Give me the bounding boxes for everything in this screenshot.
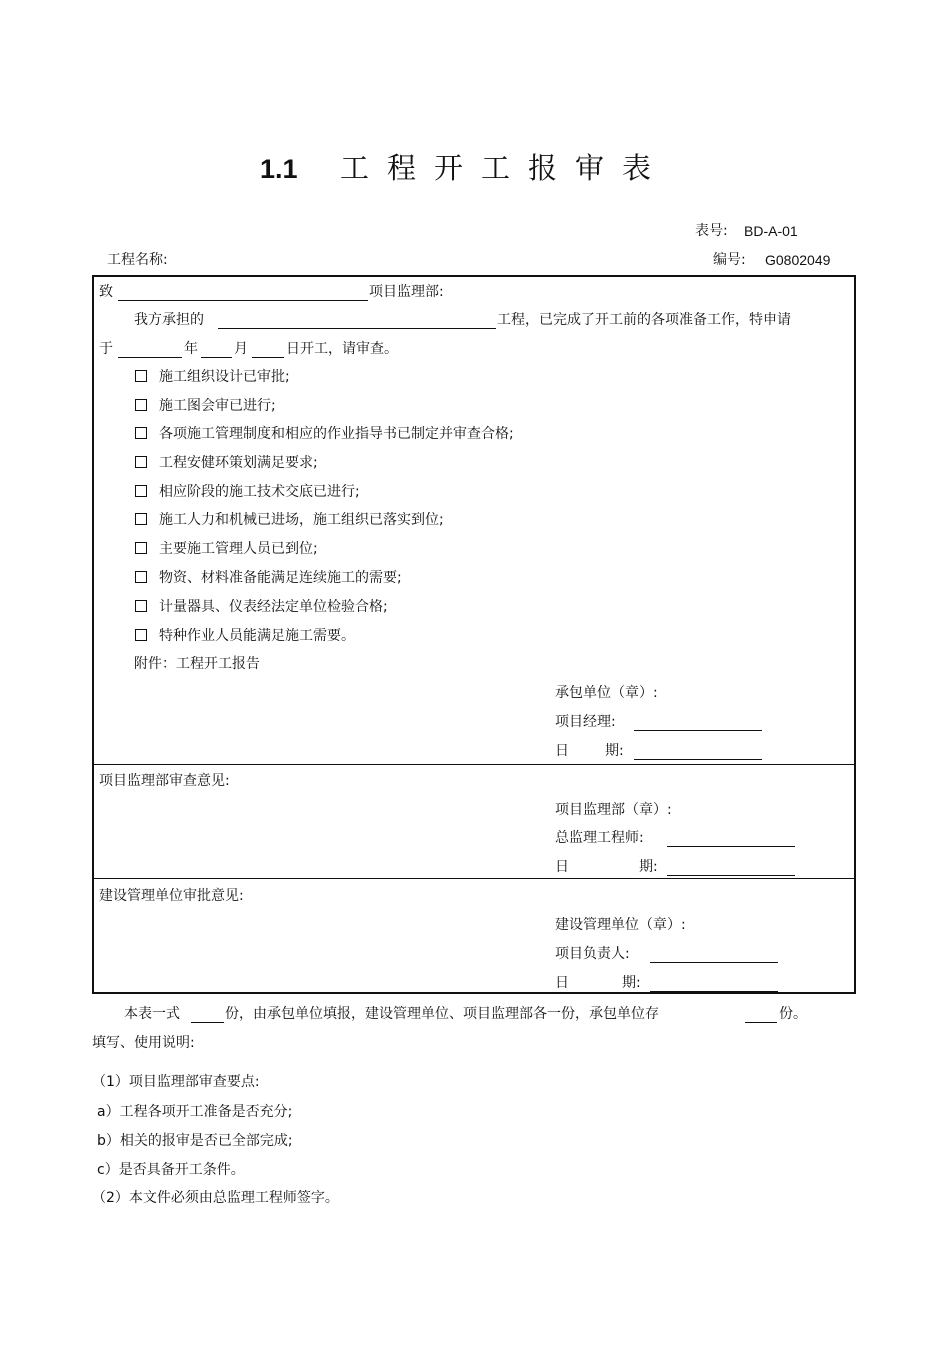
owner-date-field[interactable] <box>650 979 778 992</box>
date-label-b: 期: <box>639 859 658 875</box>
copies-field[interactable] <box>191 1010 224 1023</box>
project-field[interactable] <box>218 316 496 329</box>
title-number: 1.1 <box>260 154 298 184</box>
note-1: （1）项目监理部审查要点: <box>92 1074 260 1090</box>
supervision-seal-label: 项目监理部（章）: <box>555 802 672 818</box>
year-field[interactable] <box>118 345 182 358</box>
date-label-a: 日 <box>555 743 569 759</box>
checkbox-icon[interactable] <box>135 513 147 525</box>
to-suffix: 项目监理部: <box>369 284 444 300</box>
date-label-a: 日 <box>555 975 569 991</box>
serial-label: 编号: <box>713 252 746 268</box>
supervision-review-heading: 项目监理部审查意见: <box>99 773 230 789</box>
checkbox-icon[interactable] <box>135 600 147 612</box>
chief-engineer-field[interactable] <box>667 834 795 847</box>
line2-suffix: 工程，已完成了开工前的各项准备工作，特申请 <box>497 312 791 328</box>
checkbox-icon[interactable] <box>135 542 147 554</box>
attachment-label: 附件：工程开工报告 <box>134 656 260 672</box>
contractor-seal-label: 承包单位（章）: <box>555 685 658 701</box>
checkbox-icon[interactable] <box>135 485 147 497</box>
date-label-b: 期: <box>605 743 624 759</box>
page-title: 工程开工报审表 <box>340 151 670 185</box>
note-2: （2）本文件必须由总监理工程师签字。 <box>92 1190 339 1206</box>
line3-prefix: 于 <box>99 341 113 357</box>
person-in-charge-label: 项目负责人: <box>555 946 630 962</box>
note-c: c）是否具备开工条件。 <box>97 1162 245 1178</box>
supervision-dept-field[interactable] <box>118 288 368 301</box>
line2-prefix: 我方承担的 <box>134 312 204 328</box>
project-name-label: 工程名称: <box>107 252 168 268</box>
project-manager-field[interactable] <box>634 718 762 731</box>
checkbox-icon[interactable] <box>135 571 147 583</box>
year-label: 年 <box>184 341 198 357</box>
checklist-item[interactable]: 施工组织设计已审批; <box>135 370 290 384</box>
form-no-label: 表号: <box>695 223 728 239</box>
checklist-item[interactable]: 特种作业人员能满足施工需要。 <box>135 629 355 643</box>
month-field[interactable] <box>201 345 232 358</box>
month-label: 月 <box>234 341 248 357</box>
person-in-charge-field[interactable] <box>650 950 778 963</box>
checklist-item[interactable]: 相应阶段的施工技术交底已进行; <box>135 485 360 499</box>
checklist-item[interactable]: 工程安健环策划满足要求; <box>135 456 318 470</box>
section-divider-2 <box>92 878 856 879</box>
checkbox-icon[interactable] <box>135 456 147 468</box>
day-field[interactable] <box>252 345 284 358</box>
copies-mid: 份，由承包单位填报，建设管理单位、项目监理部各一份，承包单位存 <box>225 1006 659 1022</box>
form-no-value: BD-A-01 <box>744 223 798 239</box>
checklist-item[interactable]: 施工图会审已进行; <box>135 399 276 413</box>
project-manager-label: 项目经理: <box>555 714 616 730</box>
owner-seal-label: 建设管理单位（章）: <box>555 917 686 933</box>
owner-approval-heading: 建设管理单位审批意见: <box>99 888 244 904</box>
checklist-item[interactable]: 各项施工管理制度和相应的作业指导书已制定并审查合格; <box>135 427 514 441</box>
supervision-date-field[interactable] <box>667 863 795 876</box>
checklist-item[interactable]: 物资、材料准备能满足连续施工的需要; <box>135 571 402 585</box>
section-divider-1 <box>92 764 856 765</box>
checklist-item[interactable]: 主要施工管理人员已到位; <box>135 542 318 556</box>
checkbox-icon[interactable] <box>135 629 147 641</box>
copies-suffix: 份。 <box>779 1006 807 1022</box>
contractor-date-field[interactable] <box>634 747 762 760</box>
serial-value: G0802049 <box>765 252 831 268</box>
day-suffix: 日开工，请审查。 <box>286 341 398 357</box>
checkbox-icon[interactable] <box>135 399 147 411</box>
instructions-title: 填写、使用说明: <box>92 1035 195 1051</box>
note-a: a）工程各项开工准备是否充分; <box>97 1104 293 1120</box>
copies-kept-field[interactable] <box>745 1010 777 1023</box>
checklist-item[interactable]: 计量器具、仪表经法定单位检验合格; <box>135 600 388 614</box>
copies-prefix: 本表一式 <box>124 1006 180 1022</box>
date-label-b: 期: <box>622 975 641 991</box>
note-b: b）相关的报审是否已全部完成; <box>97 1133 293 1149</box>
checkbox-icon[interactable] <box>135 370 147 382</box>
date-label-a: 日 <box>555 859 569 875</box>
chief-engineer-label: 总监理工程师: <box>555 830 644 846</box>
checkbox-icon[interactable] <box>135 427 147 439</box>
checklist-item[interactable]: 施工人力和机械已进场，施工组织已落实到位; <box>135 513 444 527</box>
to-prefix: 致 <box>99 284 113 300</box>
